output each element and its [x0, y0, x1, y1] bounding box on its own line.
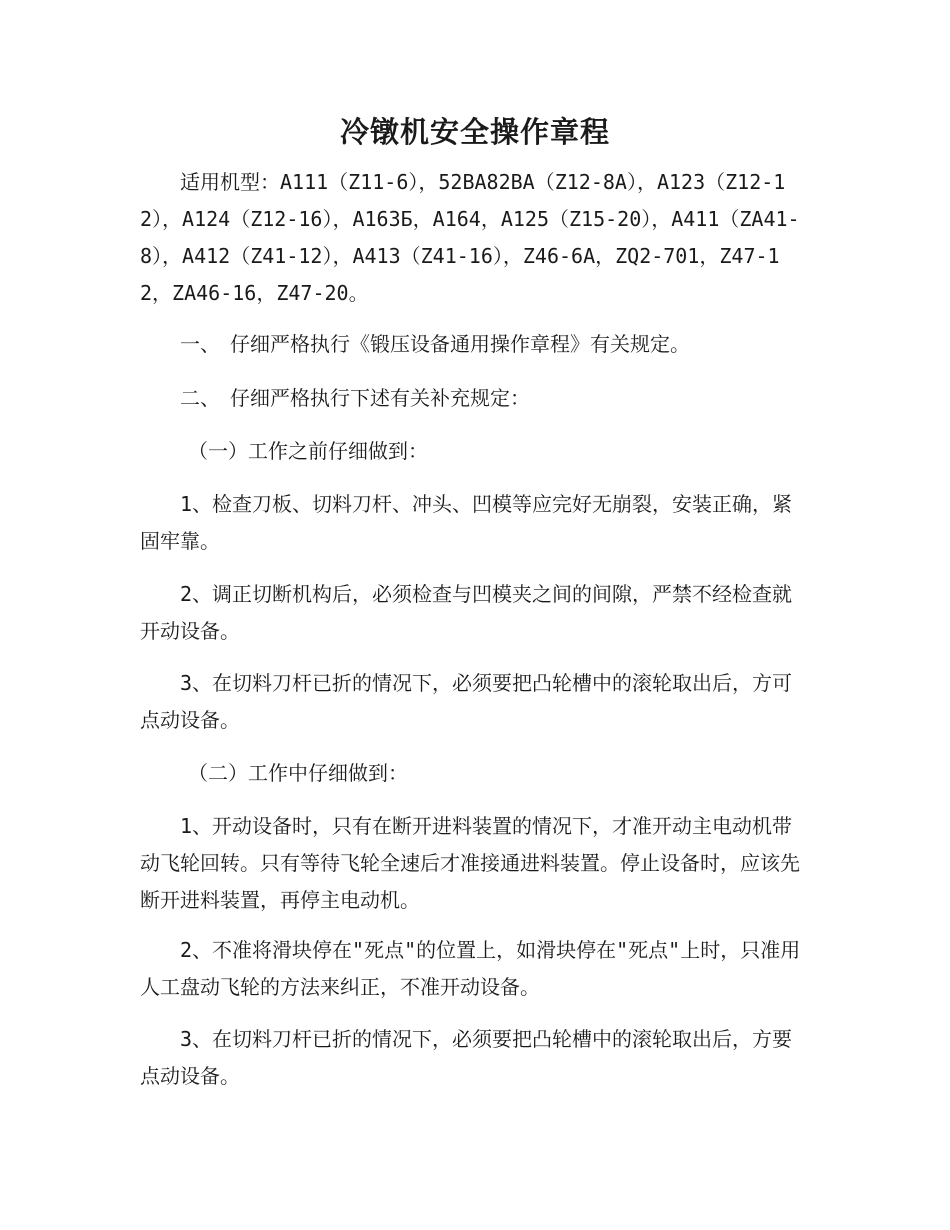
subsection-one-heading [140, 433, 810, 470]
applicable-models-paragraph [140, 164, 810, 312]
subsection-two-item-3 [140, 1021, 810, 1095]
subsection-two-heading-text: （二）工作中仔细做到： [188, 761, 408, 785]
subsection-two-item-1 [140, 808, 810, 919]
section-one [140, 326, 810, 363]
section-two-text: 二、 仔细严格执行下述有关补充规定： [180, 386, 530, 410]
subsection-one-item-2 [140, 576, 810, 650]
subsection-two-item-2 [140, 932, 810, 1006]
list-item: 2、不准将滑块停在"死点"的位置上，如滑块停在"死点"上时，只准用人工盘动飞轮的方法来纠正，不准开动设备。 [140, 938, 801, 999]
subsection-one-item-3 [140, 665, 810, 739]
subsection-two-heading [140, 755, 810, 792]
list-item: 3、在切料刀杆已折的情况下，必须要把凸轮槽中的滚轮取出后，方可点动设备。 [140, 671, 793, 732]
list-item: 1、检查刀板、切料刀杆、冲头、凹模等应完好无崩裂，安装正确，紧固牢靠。 [140, 492, 793, 553]
section-two [140, 380, 810, 417]
list-item: 1、开动设备时，只有在断开进料装置的情况下，才准开动主电动机带动飞轮回转。只有等待飞轮全速后才准接通进料装置。停止设备时，应该先断开进料装置，再停主电动机。 [140, 814, 800, 912]
document-title: 冷镦机安全操作章程 [339, 115, 610, 149]
subsection-one-item-1 [140, 486, 810, 560]
section-one-text: 一、 仔细严格执行《锻压设备通用操作章程》有关规定。 [180, 332, 690, 356]
subsection-one-heading-text: （一）工作之前仔细做到： [188, 439, 428, 463]
intro-text: 适用机型：A111（Z11-6），52BA82BA（Z12-8A），A123（Z12-12），A124（Z12-16），A163Б，A164，A125（Z15-20），A411（ZA41-8），A412（Z41-12），A413（Z41-16），Z46-6A，ZQ2-701，Z47-12，ZA46-16，Z47-20。 [140, 170, 800, 305]
list-item: 3、在切料刀杆已折的情况下，必须要把凸轮槽中的滚轮取出后，方要点动设备。 [140, 1027, 793, 1088]
list-item: 2、调正切断机构后，必须检查与凹模夹之间的间隙，严禁不经检查就开动设备。 [140, 582, 793, 643]
